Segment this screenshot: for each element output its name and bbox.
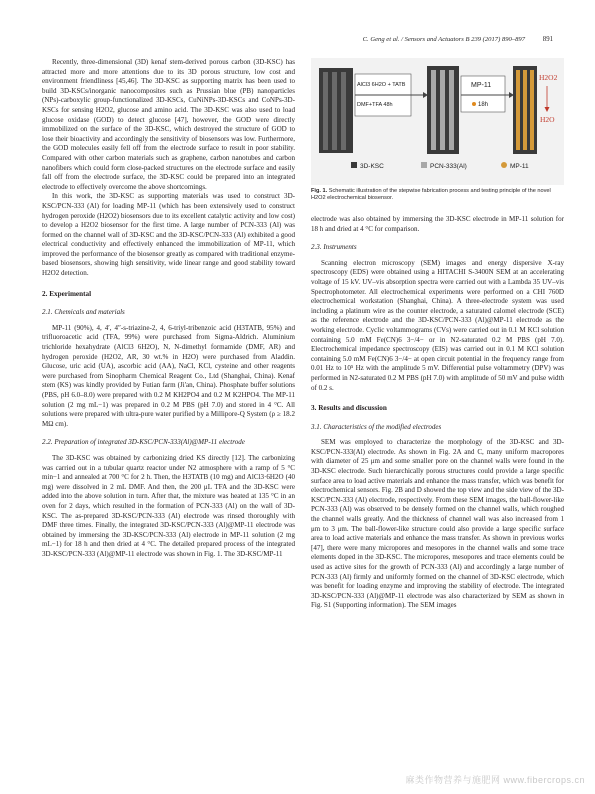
legend-mp11-label: MP-11 xyxy=(510,163,529,170)
ksc-channel xyxy=(323,72,328,150)
chemicals-paragraph: MP-11 (90%), 4, 4′, 4″-s-triazine-2, 4, 6-triyl-tribenzoic acid (H3TATB, 95%) and trifluoroacetic acid (TFA, 99%) were purchased from Sigma-Aldrich. Aluminium trichloride hexahydrate (AlCl3 6H2O), N, N-dimethyl formamide (DMF, AR) and hydrogen peroxide (H2O2, AR, 30 wt.% in H2O) were purchased from Aladdin. Glucose, uric acid (UA), ascorbic acid (AA), NaCl, KCl, cysteine and other reagents were purchased from Sinopharm Chemical Reagent Co., Ltd (Shanghai, China). Kenaf stem (KS) was kindly provided by Futian farm (Ji'an, China). Phosphate buffer solutions (PBS, pH 6.0–8.0) were prepared with 0.2 M KH2PO4 and 0.2 M K2HPO4. The MP-11 solution (2 mg mL−1) was prepared in 0.2 M PBS (pH 7.0) and stored in 4 °C. All solutions were prepared with ultra-pure water purified by a Millipore-Q System (ρ ≥ 18.2 MΩ cm). xyxy=(42,323,295,428)
pcn-coated-channel xyxy=(449,70,454,150)
step1-reagent-label: AlCl3 6H2O + TATB xyxy=(357,82,406,88)
figure-caption-label: Fig. 1. xyxy=(311,188,328,194)
figure-caption-text: Schematic illustration of the stepwise fabrication process and testing principle of the novel H2O2 electrochemical biosensor. xyxy=(311,188,551,202)
instruments-paragraph: Scanning electron microscopy (SEM) images and energy dispersive X-ray spectroscopy (EDS) were obtained using a HITACHI S-3400N SEM at an accelerating voltage of 15 kV. UV–vis absorption spectra were carried out with a Lambda 35 UV–vis Spectrophotometer. All electrochemical experiments were performed on a CHI 760D electrochemical workstation (Shanghai, China). A three-electrode system was used including a platinum wire as the counter electrode, a saturated calomel electrode (SCE) as the reference electrode and the 3D-KSC/PCN-333 (Al)@MP-11 electrode as the working electrode. Cyclic voltammograms (CVs) were carried out in 0.1 M KCl solution containing 5.0 mM Fe(CN)6 3−/4− or in N2-saturated 0.2 M PBS (pH 7.0). Electrochemical impedance spectroscopy (EIS) was carried out in 0.1 M KCl solution containing 5.0 mM Fe(CN)6 3−/4− at open circuit potential in the frequency range from 0.01 Hz to 10⁵ Hz with the amplitude 5 mV. Differential pulse voltammetry (DPV) was performed in N2-saturated 0.2 M PBS (pH 7.0) with amplitude of 50 mV and pulse width of 0.2 s. xyxy=(311,258,564,392)
comparison-paragraph: electrode was also obtained by immersing the 3D-KSC electrode in MP-11 solution for 18 h and dried at 4 °C for comparison. xyxy=(311,215,564,233)
ksc-pcn-bundle xyxy=(427,66,459,154)
preparation-paragraph: The 3D-KSC was obtained by carbonizing dried KS directly [12]. The carbonizing was carried out in a tubular quartz reactor under N2 atmosphere with a ramp of 5 °C min−1 and annealed at 700 °C for 2 h. Then, the H3TATB (10 mg) and AlCl3·6H2O (40 mg) were dissolved in 2 mL DMF. And then, the 200 μL TFA and the 3D-KSC were added into the above solution in turn. After that, the mixture was heated at 135 °C in an oven for 2 days, which resulted in the formation of PCN-333 (Al) on the wall of 3D-KSC. The as-prepared 3D-KSC/PCN-333 (Al) electrode was rinsed thoroughly with DMF three times. Finally, the integrated 3D-KSC/PCN-333 (Al)@MP-11 electrode was obtained by immersing the 3D-KSC/PCN-333 (Al) electrode in MP-11 solution (2 mg mL−1) for 18 h and then dried at 4 °C. The detailed prepared process of the integrated 3D-KSC/PCN-333 (Al)@MP-11 electrode was shown in Fig. 1. The 3D-KSC/MP-11 xyxy=(42,453,295,558)
mp11-loaded-channel xyxy=(516,70,520,150)
subsection-heading-characteristics: 3.1. Characteristics of the modified electrodes xyxy=(311,422,442,431)
watermark: 麻类作物营养与施肥网 www.fibercrops.cn xyxy=(405,775,585,785)
right-column xyxy=(311,215,564,611)
pcn-coated-channel xyxy=(440,70,445,150)
section-heading-results: 3. Results and discussion xyxy=(311,404,387,413)
legend-swatch-mp11 xyxy=(501,162,507,168)
bare-ksc-bundle xyxy=(319,68,353,153)
intro-paragraph-2: In this work, the 3D-KSC as supporting materials was used to construct 3D-KSC/PCN-333 (Al) for loading MP-11 (which has been extensively used to construct hydrogen peroxide (H2O2) biosensors due to its excellent catalytic activity and low cost) to develop a H2O2 biosensor for the first time. A large number of PCN-333 (Al) was formed on the channel wall of 3D-KSC and the 3D-KSC/PCN-333 (Al) exhibited a good electrical conductivity and effectively enhanced the immobilization of MP-11, which improved the performance of the biosensor greatly as compared with traditional enzyme-based biosensors, showing high sensitivity, wide linear range and good stability toward H2O2 detection. xyxy=(42,192,295,278)
mp11-loaded-channel xyxy=(530,70,534,150)
legend-swatch-ksc xyxy=(351,162,357,168)
figure-1-schematic xyxy=(311,58,564,185)
legend-pcn-label: PCN-333(Al) xyxy=(430,163,467,170)
h2o-label: H2O xyxy=(540,115,555,124)
subsection-heading-instruments: 2.3. Instruments xyxy=(311,243,357,252)
running-header xyxy=(0,36,595,48)
left-column xyxy=(42,58,295,560)
step2-mp11-label: MP-11 xyxy=(471,82,492,89)
characteristics-paragraph: SEM was employed to characterize the morphology of the 3D-KSC and 3D-KSC/PCN-333(Al) electrode. As shown in Fig. 2A and C, many uniform macropores with diameter of 25 μm and some smaller pore on the channel walls were found in the 3D-KSC electrode. Such hierarchically porous structures could provide a large specific surface area to load active materials and enhance the mass transfer, which was benefit for electrochemical sensors. Fig. 2B and D showed the top view and the side view of the 3D-KSC/PCN-333 (Al) electrode, respectively. From these SEM images, the ball-flower-like PCN-333 (Al) was observed to be densely formed on the channel walls, which roughed the channel walls greatly. And the thickness of channel wall was also increased from 1 μm to 3 μm. The ball-flower-like structure could also provide a large specific surface area to load active materials and enhance the mass transfer. As shown in previous works [47], there were many micropores and mesopores in the channel walls and some trace elements doped in the 3D-KSC. The micropores, mesopores and trace elements could be used as active sites for the growth of PCN-333 (Al) and accordingly a large number of PCN-333 (Al) firmly and uniformly formed on the channel of 3D-KSC electrode, which was benefit for loading enzyme and improving the stability of electrode. The integrated 3D-KSC/PCN-333 (Al)@MP-11 electrode was also characterized by SEM as shown in Fig. S1 (Supporting information). The SEM images xyxy=(311,438,564,610)
mp11-loaded-channel xyxy=(523,70,527,150)
page-number: 891 xyxy=(542,36,553,43)
section-heading-experimental: 2. Experimental xyxy=(42,289,92,298)
step1-condition-label: DMF+TFA 48h xyxy=(357,102,393,108)
final-electrode-bundle xyxy=(513,66,537,154)
h2o2-label: H2O2 xyxy=(539,73,558,82)
legend-swatch-pcn xyxy=(421,162,427,168)
ksc-channel xyxy=(341,72,346,150)
schematic-diagram xyxy=(311,58,564,185)
figure-1-caption xyxy=(311,188,564,202)
intro-paragraph-1: Recently, three-dimensional (3D) kenaf stem-derived porous carbon (3D-KSC) has attracted more and more attentions due to its 3D porous structure, low cost and environment friendliness [45,46]. The 3D-KSC as supporting matrix has been used to build 3D-KSCs/inorganic nanocomposites such as Prussian blue (PB) nanoparticles (NPs)-carboxylic group-functionalized 3D-KSCs, CuNiNPs-3D-KSCs and CoNPs-3D-KSCs for sensing H2O2, glucose and amino acid. The 3D-KSC was also used to load glucose oxidase (GOD) to detect glucose [47], however, the GOD were directly immobilized on the surface of the 3D-KSC, which destroyed the structure of GOD to lose their bioactivity and accordingly the sensitivity of biosensors was low. Furthermore, the GOD molecules easily fell off from the electrode surface to result in poor stability. Compared with other carbon materials such as graphene, carbon nanotubes and carbon nanofibers which could form close-packed structures on the electrode surface and easily fall off from the electrode surface, the 3D-KSC could be prepared into an integrated electrode to effectively overcome the above shortcomings. xyxy=(42,58,295,191)
subsection-heading-chemicals: 2.1. Chemicals and materials xyxy=(42,308,125,317)
pcn-coated-channel xyxy=(431,70,436,150)
ksc-channel xyxy=(332,72,337,150)
subsection-heading-preparation: 2.2. Preparation of integrated 3D-KSC/PCN-333(Al)@MP-11 electrode xyxy=(42,438,245,447)
step2-time-label: 18h xyxy=(478,102,489,108)
time-marker xyxy=(472,102,476,106)
legend-ksc-label: 3D-KSC xyxy=(360,163,384,170)
running-title: C. Geng et al. / Sensors and Actuators B 239 (2017) 890–897 xyxy=(362,36,525,43)
